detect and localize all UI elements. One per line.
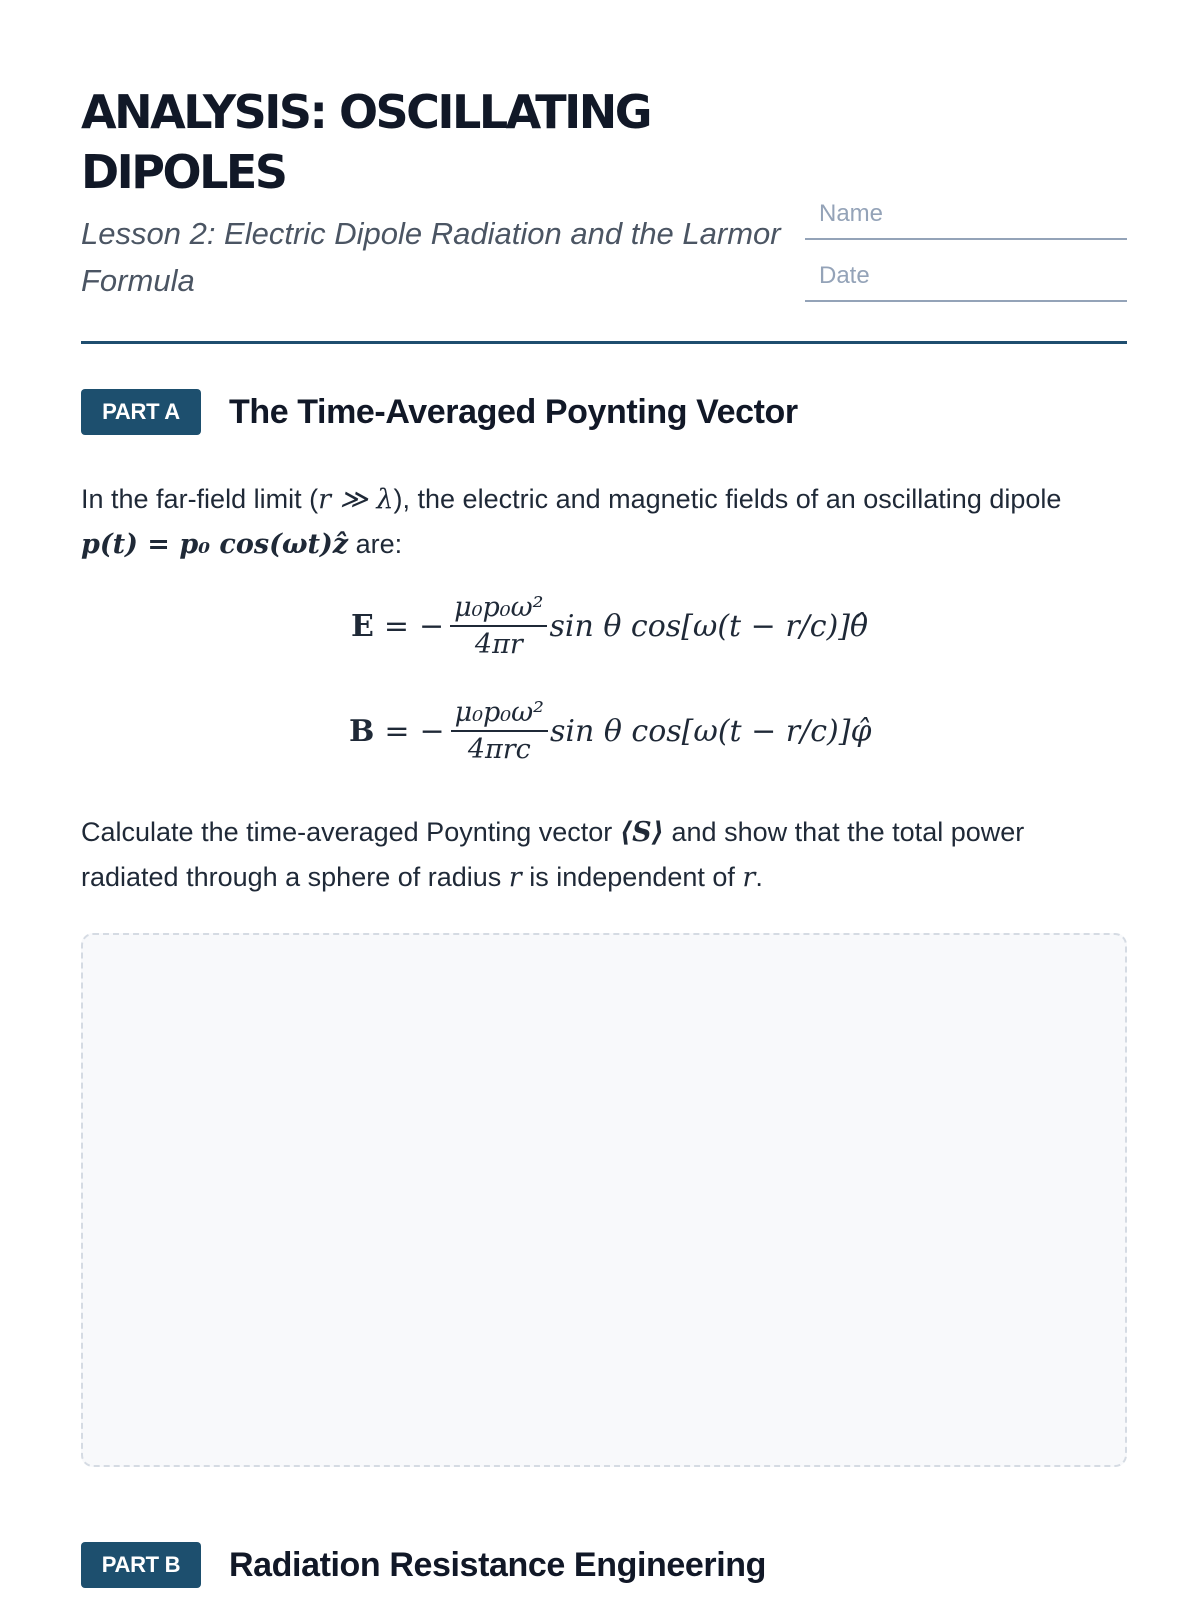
date-field-label: Date	[819, 262, 870, 289]
part-a-intro	[81, 477, 1127, 567]
radius-symbol-2: r	[742, 862, 756, 893]
intro-text-1: In the far-field limit (	[81, 484, 319, 514]
title-line-1: ANALYSIS: OSCILLATING	[81, 85, 650, 139]
part-a-header	[81, 388, 798, 436]
part-a-question	[81, 810, 1127, 900]
part-a-title: The Time-Averaged Poynting Vector	[229, 392, 798, 431]
header-divider	[81, 341, 1127, 344]
question-text-1: Calculate the time-averaged Poynting vector	[81, 817, 613, 847]
part-a-badge: PART A	[81, 389, 201, 435]
radius-symbol-1: r	[508, 862, 522, 893]
poynting-symbol: ⟨S⟩	[619, 817, 664, 848]
eq-e-denominator: 4πr	[474, 629, 523, 660]
question-text-4: .	[755, 862, 763, 892]
name-field-label: Name	[819, 200, 884, 227]
question-text-3: is independent of	[529, 862, 735, 892]
lesson-subtitle: Lesson 2: Electric Dipole Radiation and the Larmor Formula	[81, 216, 781, 298]
eq-e-fraction	[450, 592, 547, 660]
eq-e-rest: sin θ cos[ω(t − r/c)]θ̂	[549, 608, 869, 644]
name-field[interactable]	[805, 200, 1127, 240]
eq-e-lhs: E	[351, 608, 374, 644]
electric-field-equation: E = − $\frac{\text{μ₀p₀ω²}}{4\pi r}$ sin θ cos[ω(t − r/c)]θ̂	[351, 592, 869, 660]
far-field-condition: r ≫ λ	[318, 484, 394, 515]
eq-b-rest: sin θ cos[ω(t − r/c)]φ̂	[549, 713, 872, 749]
worksheet-title	[81, 82, 801, 202]
eq-b-fraction	[451, 697, 548, 765]
intro-text-3: are:	[355, 529, 403, 559]
eq-b-lhs: B	[349, 713, 375, 749]
eq-b-denominator: 4πrc	[467, 734, 531, 765]
question-text-2: and show that the total power radiated through a sphere of radius	[81, 817, 1025, 892]
magnetic-field-equation: B = − $\frac{\text{μ₀p₀ω²}}{\text{4πrc}}$ sin θ cos[ω(t − r/c)]φ̂	[349, 697, 872, 765]
part-a-answer-area[interactable]	[81, 933, 1127, 1467]
title-line-2: DIPOLES	[81, 145, 286, 199]
eq-e-numerator: μ₀p₀ω²	[450, 592, 547, 627]
date-field[interactable]	[805, 262, 1127, 302]
part-b-title: Radiation Resistance Engineering	[229, 1545, 766, 1584]
intro-text-2: ), the electric and magnetic fields of an oscillating dipole	[393, 484, 1062, 514]
part-b-badge: PART B	[81, 1542, 201, 1588]
part-b-header	[81, 1541, 766, 1589]
eq-b-numerator: μ₀p₀ω²	[451, 697, 548, 732]
dipole-moment-expression: p(t) = p₀ cos(ωt)ẑ	[81, 529, 349, 560]
